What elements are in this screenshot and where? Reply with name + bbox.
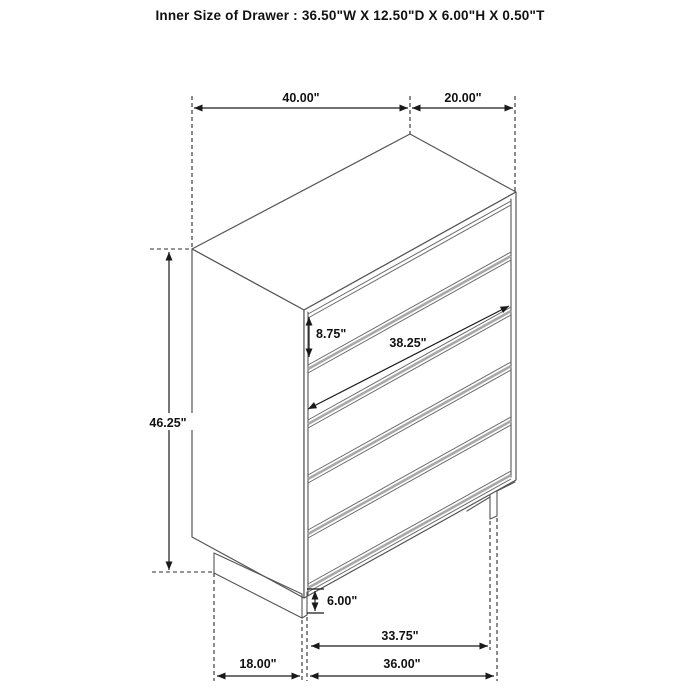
dim-label-base-width: 36.00" [383,657,421,671]
right-leg-bottom-edge [490,516,497,519]
cabinet-side-face [192,249,304,598]
dim-label-height: 46.25" [149,416,187,430]
diagram-title: Inner Size of Drawer : 36.50"W X 12.50"D X 6.00"H X 0.50"T [155,8,545,23]
dim-label-leg-span: 33.75" [381,629,419,643]
dim-label-top-depth: 20.00" [444,91,482,105]
dim-label-drawer-height: 8.75" [316,327,347,341]
dim-label-base-depth: 18.00" [239,657,277,671]
dim-label-front-span: 38.25" [389,336,427,350]
dim-label-leg-height: 6.00" [327,594,358,608]
front-leg-bottom-edge [302,615,307,618]
dim-label-top-width: 40.00" [282,91,320,105]
